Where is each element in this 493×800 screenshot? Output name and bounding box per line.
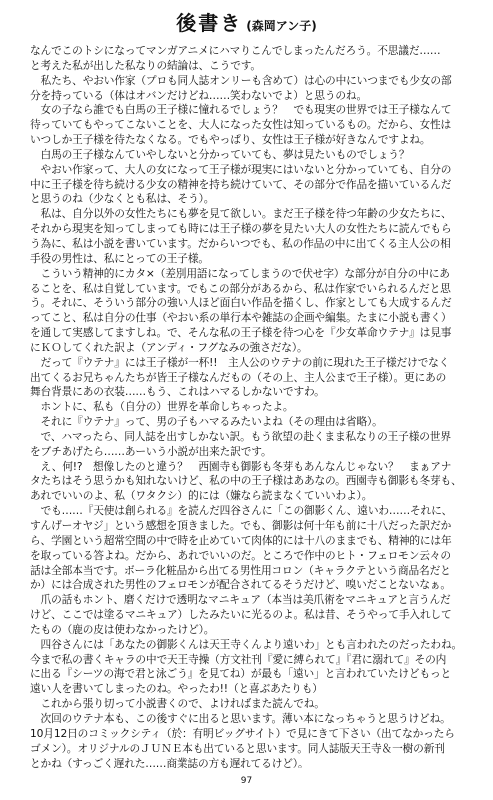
- text-line: 私たち、やおい作家（プロも同人誌オンリーも含めて）は心の中にいつまでも少女の部: [30, 73, 452, 87]
- text-line: ってこと、私は自分の仕事（やおい系の単行本や雑誌の企画や編集。たまに小説も書く）: [30, 311, 452, 325]
- text-line: 今まで私の書くキャラの中で天王寺操（方文社刊『愛に縛られて』『君に溺れて』その内: [30, 652, 447, 666]
- text-line: ホントに、私も（自分の）世界を革命しちゃったよ。: [30, 400, 294, 414]
- afterword-body: [30, 44, 468, 768]
- text-line: 女の子なら誰でも白馬の王子様に憧れるでしょう？ でも現実の世界では王子様なんて: [30, 103, 452, 117]
- text-line: 遠い人を書いてしまったのね。やったわ!!（と喜ぶあたりも）: [30, 682, 323, 696]
- text-line: 四谷さんには「あなたの御影くんは天王寺くんより遠いわ」とも言われたのだったわね。: [30, 637, 463, 651]
- text-line: あれでいいのよ、私（ワタクシ）的には（嫌なら読まなくていいわよ）。: [30, 489, 373, 503]
- text-line: すんげーオヤジ」という感想を頂きました。でも、御影は何十年も前に十八だった訳だか: [30, 519, 452, 532]
- text-line: だって『ウテナ』には王子様が一杯!! 主人公のウテナの前に現れた王子様だけでなく: [30, 355, 450, 369]
- page-number: 97: [240, 776, 253, 786]
- text-line: 白馬の王子様なんていやしないと分かっていても、夢は見たいものでしょう？: [30, 147, 410, 161]
- text-line: タたちはそう思うかも知れないけど、私の中の王子様はああなの。西園寺も御影も冬芽も、: [30, 474, 462, 488]
- text-line: ゴメン）。オリジナルのＪＵＮＥ本も出ていると思います。同人誌版天王寺＆一樹の新刊: [30, 741, 445, 755]
- text-line: 出てくるお兄ちゃんたちが皆王子様なんだもの（その上、主人公まで王子様）。更にあの: [30, 370, 447, 384]
- text-line: え、何!? 想像したのと違う？ 西園寺も御影も冬芽もあんなんじゃない？ まぁアナ: [30, 459, 452, 473]
- text-line: いつしか王子様を待たなくなる。でもやっぱり、女性は王子様が好きなんですよね。: [30, 133, 431, 147]
- text-line: ることを、私は自覚しています。でもこの部分があるから、私は作家でいられるんだと思: [30, 281, 451, 295]
- text-line: 私は、自分以外の女性たちにも夢を見て欲しい。まだ王子様を待つ年齢の少女たちに、: [30, 207, 452, 221]
- text-line: で、ハマったら、同人誌を出すしかない訳。もう欲望の赴くまま私なりの王子様の世界: [30, 429, 451, 443]
- text-line: 爪の話もホント、磨くだけで透明なマニキュア（本当は美爪術をマニキュアと言うんだ: [30, 593, 451, 607]
- text-line: なんでこのトシになってマンガアニメにハマりこんでしまったんだろう。不思議だ……: [30, 44, 441, 57]
- text-line: けど、ここでは塗るマニキュア）したみたいに光るのよ。私は昔、そうやって手入れして: [30, 608, 452, 622]
- text-line: これから張り切って小説書くので、よければまた読んでね。: [30, 697, 325, 711]
- text-line: 10月12日のコミックシティ（於：有明ビッグサイト）で見にきて下さい（出てなかったら: [30, 726, 455, 740]
- text-line: をブチあげたら……あーいう小説が出来た訳です。: [30, 444, 272, 458]
- text-line: にＫＯしてくれた訳よ（アンディ・フグなみの強さだな）。: [30, 340, 308, 354]
- afterword-title: [0, 12, 493, 37]
- text-line: それから現実を知ってしまっても時には王子様の夢を見たい大人の女性たちに読んでもら: [30, 222, 452, 236]
- text-line: 話は全部本当です。ボーラ化粧品から出てる男性用コロン（キャラクテという商品名だと: [30, 563, 451, 577]
- text-line: こういう精神的にカタ×（差別用語になってしまうので伏せ字）な部分が自分の中にあ: [30, 266, 450, 280]
- text-line: に出る『シーツの海で君と泳ごう』を見てね）が最も「遠い」と言われていたけどもっと: [30, 667, 452, 681]
- text-line: 分を持っている（体はオバンだけどね……笑わないでよ）と思うのね。: [30, 88, 367, 102]
- text-line: と考えた私が出した私なりの結論は、こうです。: [30, 58, 261, 72]
- text-line: う。それに、そういう部分の強い人ほど面白い作品を描くし、作家としても大成するんだ: [30, 296, 452, 310]
- text-line: か）には合成された男性のフェロモンが配合されてるそうだけど、嗅いだことないなぁ。: [30, 578, 451, 592]
- text-line: 次回のウテナ本も、この後すぐに出ると思います。薄い本になっちゃうと思うけどね。: [30, 711, 451, 725]
- text-line: う為に、私は小説を書いています。だからいつでも、私の作品の中に出てくる主人公の相: [30, 236, 451, 250]
- text-line: たもの（鹿の皮は使わなかったけど）。: [30, 622, 215, 636]
- text-line: 中に王子様を待ち続ける少女の精神を持ち続けていて、その部分で作品を描いているんだ: [30, 177, 452, 191]
- text-line: とかね（すっごく遅れた……商業誌の方も遅れてるけど）。: [30, 756, 309, 768]
- author-name: (森岡アン子): [246, 19, 317, 33]
- text-line: ら、学園という超常空間の中で時を止めていて肉体的には十八のままでも、精神的には年: [30, 533, 452, 547]
- text-line: を通して実感してますしね。で、そんな私の王子様を待つ心を『少女革命ウテナ』は見事: [30, 326, 452, 340]
- text-line: でも……『天使は創られる』を読んだ四谷さんに「この御影くん、遠いわ……それに、: [30, 504, 453, 518]
- text-line: を取っている答よね。だから、あれでいいのだ。ところで作中のヒト・フェロモン云々の: [30, 548, 451, 562]
- title-main: 後書き: [176, 11, 243, 35]
- text-line: と思うのね（少なくとも私は、そう）。: [30, 192, 215, 206]
- text-line: 手役の男性は、私にとっての王子様。: [30, 251, 209, 265]
- text-line: 待っていてもやってこないことを、大人になった女性は知っているもの。だから、女性は: [30, 118, 452, 132]
- text-line: 舞台背景にあの衣装……もう、これはハマるしかないですわ。: [30, 385, 325, 399]
- text-line: やおい作家って、大人の女になって王子様が現実にはいないと分かっていても、自分の: [30, 162, 452, 176]
- text-line: それに『ウテナ』って、男の子もハマるみたいよね（その理由は省略）。: [30, 415, 383, 429]
